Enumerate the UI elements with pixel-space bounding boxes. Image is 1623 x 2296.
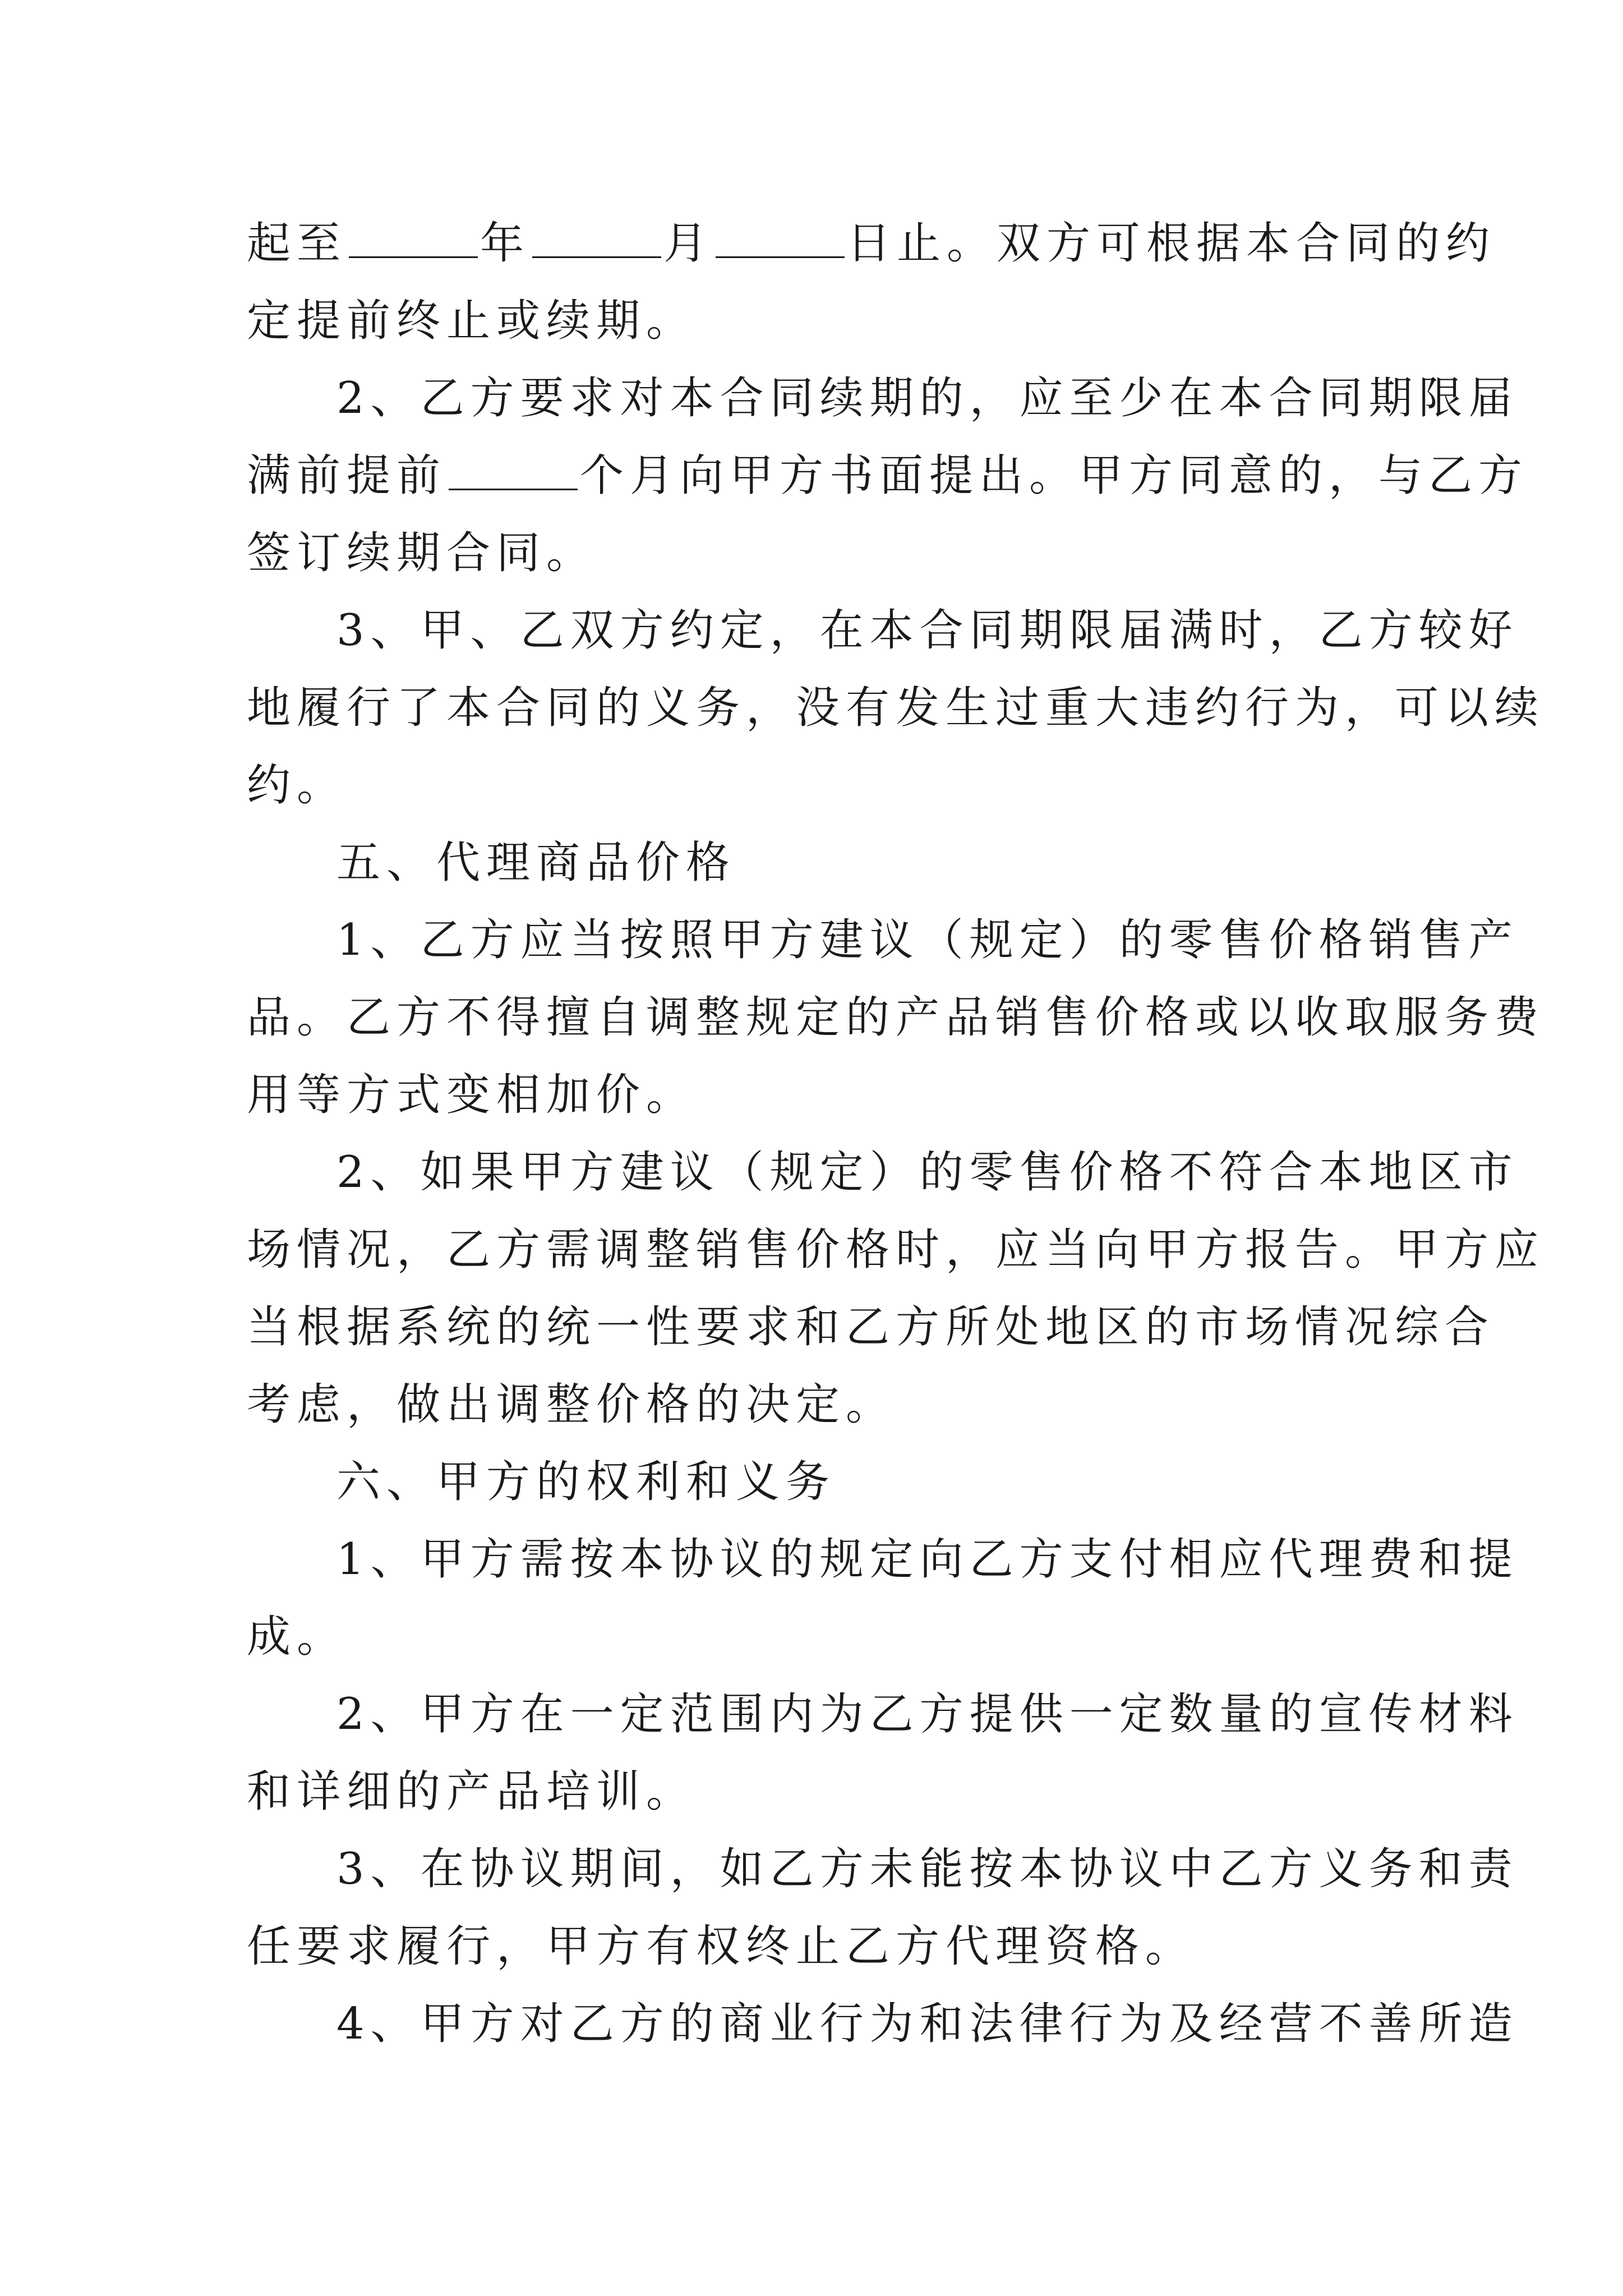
text-line-5: 签订续期合同。 [247, 528, 597, 578]
text-line-18: 1、甲方需按本协议的规定向乙方支付相应代理费和提 [336, 1534, 1519, 1585]
document-body [247, 205, 1545, 2063]
text-line-14: 场情况，乙方需调整销售价格时，应当向甲方报告。甲方应 [247, 1225, 1545, 1275]
blank-months[interactable] [449, 455, 578, 490]
text-line-21: 和详细的产品培训。 [247, 1766, 697, 1817]
text-line-8: 约。 [247, 760, 347, 811]
text-line-23: 任要求履行，甲方有权终止乙方代理资格。 [247, 1921, 1196, 1972]
text-line-2: 定提前终止或续期。 [247, 296, 697, 346]
text-line-13: 2、如果甲方建议（规定）的零售价格不符合本地区市 [336, 1147, 1519, 1198]
blank-year[interactable] [349, 223, 478, 258]
text-line-6: 3、甲、乙双方约定，在本合同期限届满时，乙方较好 [336, 605, 1519, 656]
blank-day[interactable] [716, 223, 845, 258]
section-heading-6: 六、甲方的权利和义务 [336, 1457, 836, 1507]
text-line-24: 4、甲方对乙方的商业行为和法律行为及经营不善所造 [336, 1999, 1519, 2049]
text-line-20: 2、甲方在一定范围内为乙方提供一定数量的宣传材料 [336, 1689, 1519, 1740]
text-line-15: 当根据系统的统一性要求和乙方所处地区的市场情况综合 [247, 1302, 1495, 1352]
text-line-19: 成。 [247, 1612, 347, 1662]
text-line-10: 1、乙方应当按照甲方建议（规定）的零售价格销售产 [336, 915, 1519, 965]
text-line-22: 3、在协议期间，如乙方未能按本协议中乙方义务和责 [336, 1844, 1519, 1894]
text-line-7: 地履行了本合同的义务，没有发生过重大违约行为，可以续 [247, 683, 1545, 733]
text-line-11: 品。乙方不得擅自调整规定的产品销售价格或以收取服务费 [247, 992, 1545, 1043]
section-heading-5: 五、代理商品价格 [336, 838, 736, 888]
blank-month[interactable] [532, 223, 661, 258]
text-line-16: 考虑，做出调整价格的决定。 [247, 1379, 896, 1430]
text-line-3: 2、乙方要求对本合同续期的，应至少在本合同期限届 [336, 373, 1519, 424]
text-line-12: 用等方式变相加价。 [247, 1070, 697, 1120]
text-line-4: 满前提前 个月向甲方书面提出。甲方同意的，与乙方 [247, 450, 1529, 501]
text-line-1: 起至 年 月 日止。双方可根据本合同的约 [247, 218, 1496, 269]
